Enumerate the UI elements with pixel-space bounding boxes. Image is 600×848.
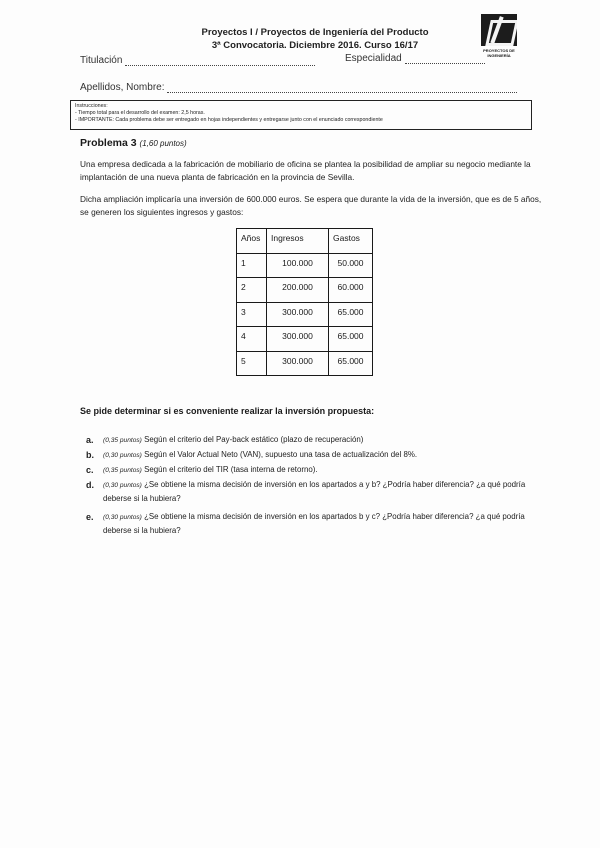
column-header-ingresos: Ingresos	[267, 229, 329, 254]
question-e	[86, 511, 546, 537]
questions-intro: Se pide determinar si es conveniente realizar la inversión propuesta:	[80, 406, 375, 416]
question-letter: c.	[86, 465, 94, 475]
titulacion-row	[80, 55, 315, 66]
table-header-row	[237, 229, 373, 254]
apellidos-label: Apellidos, Nombre:	[80, 82, 165, 93]
question-c	[86, 464, 546, 478]
question-points: (0,30 puntos)	[103, 452, 142, 459]
exam-session: 3ª Convocatoria. Diciembre 2016. Curso 16/17	[211, 40, 419, 51]
especialidad-row	[345, 53, 485, 64]
question-text: Según el Valor Actual Neto (VAN), supuesto una tasa de actualización del 8%.	[144, 450, 418, 459]
apellidos-field[interactable]	[167, 83, 517, 93]
logo-caption: PROYECTOS DE INGENIERÍA	[483, 48, 515, 58]
question-d	[86, 479, 546, 505]
table-row	[237, 302, 373, 327]
apellidos-row	[80, 82, 517, 93]
problem-statement-2: Dicha ampliación implicaría una inversión de 600.000 euros. Se espera que durante la vida de la inversión, que es de 5 años, se generen los siguientes ingresos y gastos:	[80, 194, 542, 217]
question-points: (0,30 puntos)	[103, 482, 142, 489]
question-letter: d.	[86, 480, 94, 490]
problem-statement-1: Una empresa dedicada a la fabricación de mobiliario de oficina se plantea la posibilidad de ampliar su negocio mediante la implantación de una nueva planta de fabricación en la provincia de Sevilla.	[80, 159, 531, 182]
table-row	[237, 351, 373, 376]
cell-ingresos: 200.000	[267, 278, 329, 303]
instructions-line-time: - Tiempo total para el desarrollo del examen: 2,5 horas.	[75, 110, 205, 116]
question-points: (0,35 puntos)	[103, 437, 142, 444]
question-text: Según el criterio del Pay-back estático (plazo de recuperación)	[144, 435, 364, 444]
instructions-heading: Instrucciones:	[75, 103, 108, 109]
cell-year: 1	[237, 253, 267, 278]
titulacion-label: Titulación	[80, 55, 123, 66]
instructions-line-important: - IMPORTANTE: Cada problema debe ser entregado en hojas independientes y entregarse junto con el enunciado correspondiente	[75, 117, 383, 123]
exam-header	[190, 26, 440, 52]
logo-emblem-icon	[481, 14, 517, 46]
titulacion-field[interactable]	[125, 56, 315, 66]
cell-ingresos: 300.000	[267, 327, 329, 352]
especialidad-field[interactable]	[405, 54, 485, 64]
cell-year: 5	[237, 351, 267, 376]
column-header-anos: Años	[237, 229, 267, 254]
cell-gastos: 65.000	[329, 351, 373, 376]
course-title: Proyectos I / Proyectos de Ingeniería del Producto	[201, 27, 429, 38]
cell-ingresos: 300.000	[267, 351, 329, 376]
table-row	[237, 278, 373, 303]
problem-title	[80, 137, 187, 149]
question-text: Según el criterio del TIR (tasa interna de retorno).	[144, 465, 318, 474]
cell-gastos: 60.000	[329, 278, 373, 303]
problem-points: (1,60 puntos)	[139, 139, 187, 148]
question-text: ¿Se obtiene la misma decisión de inversión en los apartados a y b? ¿Podría haber diferencia? ¿a qué podría deberse si la hubiera?	[103, 480, 526, 503]
question-letter: b.	[86, 450, 94, 460]
table-row	[237, 327, 373, 352]
cell-year: 3	[237, 302, 267, 327]
problem-number: Problema 3	[80, 137, 137, 149]
cell-ingresos: 100.000	[267, 253, 329, 278]
question-b	[86, 449, 546, 463]
cell-year: 4	[237, 327, 267, 352]
question-letter: e.	[86, 512, 94, 522]
question-letter: a.	[86, 435, 94, 445]
question-a	[86, 434, 546, 448]
cashflow-table	[236, 228, 373, 376]
especialidad-label: Especialidad	[345, 53, 402, 64]
column-header-gastos: Gastos	[329, 229, 373, 254]
question-points: (0,35 puntos)	[103, 467, 142, 474]
instructions-box	[70, 100, 532, 130]
table-row	[237, 253, 373, 278]
question-text: ¿Se obtiene la misma decisión de inversión en los apartados b y c? ¿Podría haber diferencia? ¿a qué podría deberse si la hubiera?	[103, 512, 525, 535]
cell-gastos: 50.000	[329, 253, 373, 278]
cell-gastos: 65.000	[329, 327, 373, 352]
question-points: (0,30 puntos)	[103, 514, 142, 521]
cell-ingresos: 300.000	[267, 302, 329, 327]
cell-gastos: 65.000	[329, 302, 373, 327]
cell-year: 2	[237, 278, 267, 303]
